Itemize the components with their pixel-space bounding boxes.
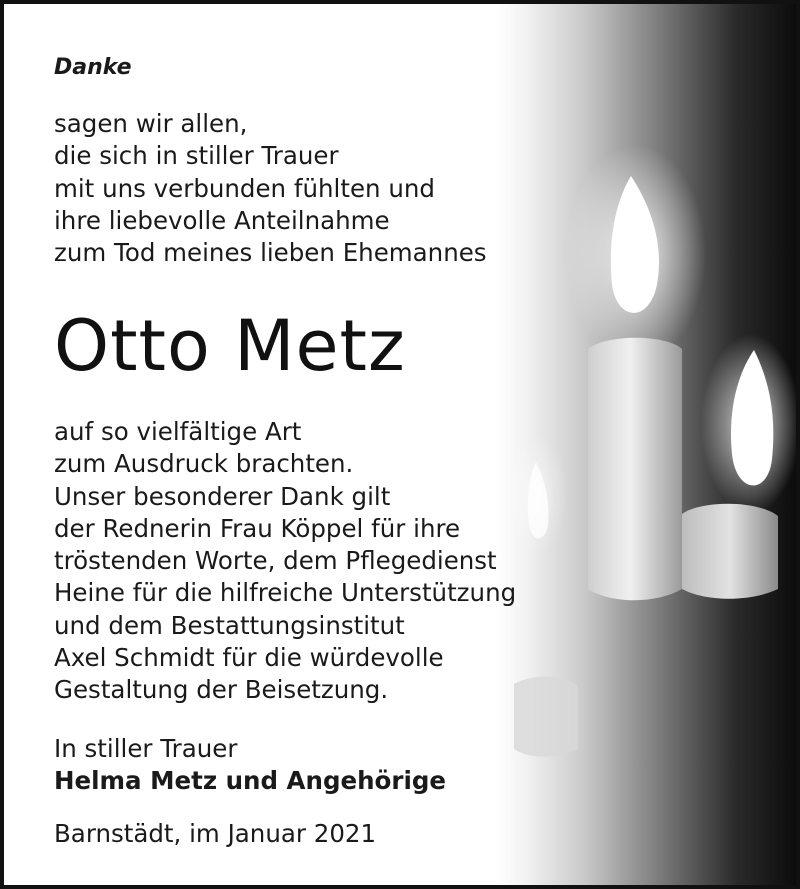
intro-line: mit uns verbunden fühlten und <box>54 173 435 203</box>
thanks-line: auf so vielfältige Art <box>54 417 302 446</box>
thanks-line: Unser besonderer Dank gilt <box>54 481 391 511</box>
thanks-paragraph <box>54 416 516 707</box>
thanks-line: Axel Schmidt für die würdevolle <box>54 643 444 673</box>
thanks-line: Heine für die hilfreiche Unterstützung <box>54 578 517 608</box>
signer-name: Helma Metz und Angehörige <box>54 766 447 796</box>
thanks-line: zum Ausdruck brachten. <box>54 449 354 479</box>
intro-paragraph <box>54 108 487 269</box>
intro-line: die sich in stiller Trauer <box>54 141 339 171</box>
intro-line: zum Tod meines lieben Ehemannes <box>54 238 487 268</box>
heading: Danke <box>54 55 132 80</box>
intro-line: ihre liebevolle Anteilnahme <box>54 205 390 235</box>
closing-text: In stiller Trauer <box>54 734 238 763</box>
deceased-name: Otto Metz <box>54 305 406 387</box>
closing-block <box>54 733 446 798</box>
thanks-line: und dem Bestattungsinstitut <box>54 610 405 640</box>
intro-line: sagen wir allen, <box>54 109 248 138</box>
thanks-line: der Rednerin Frau Köppel für ihre <box>54 513 461 543</box>
candles-icon <box>496 4 796 889</box>
candles-photo <box>496 4 796 885</box>
thanks-line: tröstenden Worte, dem Pflegedienst <box>54 546 497 576</box>
place-date: Barnstädt, im Januar 2021 <box>54 819 377 848</box>
thanks-line: Gestaltung der Beisetzung. <box>54 675 389 705</box>
